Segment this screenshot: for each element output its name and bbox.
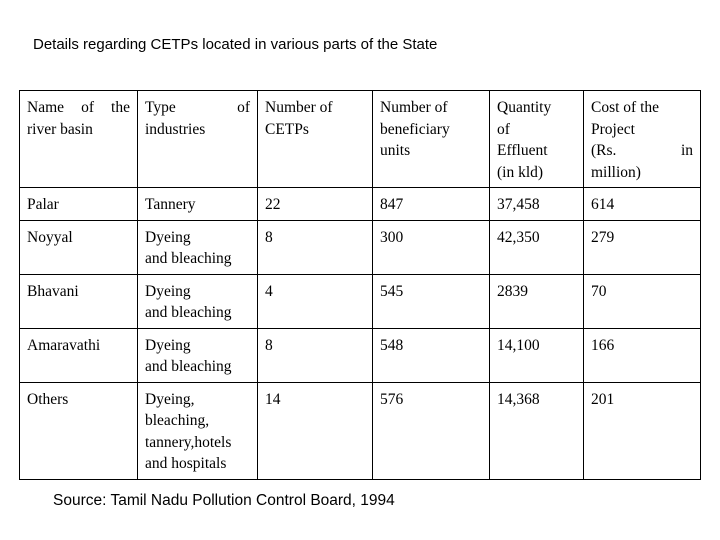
header-line: Name of the — [27, 99, 130, 116]
cell-industry-type — [138, 188, 258, 221]
header-line: (Rs. in — [591, 142, 693, 159]
header-line: Number of — [265, 99, 333, 116]
cell-line: and hospitals — [145, 455, 227, 472]
header-effluent-quantity — [490, 91, 584, 188]
cell-line: and bleaching — [145, 358, 232, 375]
header-line: river basin — [27, 120, 93, 138]
cell-cetps: 4 — [258, 274, 373, 328]
cell-industry-type — [138, 382, 258, 479]
cell-cetps: 22 — [258, 188, 373, 221]
cell-cetps: 14 — [258, 382, 373, 479]
cell-cost: 614 — [584, 188, 701, 221]
cell-cetps: 8 — [258, 328, 373, 382]
cell-cost: 279 — [584, 220, 701, 274]
header-line: CETPs — [265, 120, 309, 138]
header-line: million) — [591, 163, 641, 181]
cell-effluent: 2839 — [490, 274, 584, 328]
cell-basin: Noyyal — [20, 220, 138, 274]
cell-units: 847 — [373, 188, 490, 221]
cell-line: Dyeing — [145, 336, 191, 354]
slide-title: Details regarding CETPs located in various parts of the State — [33, 36, 438, 53]
table-header-row — [20, 91, 701, 188]
header-line: Project — [591, 120, 635, 138]
cell-basin: Others — [20, 382, 138, 479]
header-river-basin — [20, 91, 138, 188]
source-note: Source: Tamil Nadu Pollution Control Board, 1994 — [53, 492, 395, 509]
cell-line: Tannery — [145, 196, 196, 213]
table-row — [20, 382, 701, 479]
cell-industry-type — [138, 220, 258, 274]
cell-basin: Palar — [20, 188, 138, 221]
header-line: industries — [145, 120, 206, 138]
cell-cetps: 8 — [258, 220, 373, 274]
cell-effluent: 42,350 — [490, 220, 584, 274]
cell-line: Dyeing — [145, 228, 191, 246]
cell-units: 300 — [373, 220, 490, 274]
cell-cost: 70 — [584, 274, 701, 328]
table-row — [20, 328, 701, 382]
cell-line: and bleaching — [145, 250, 232, 267]
cell-line: and bleaching — [145, 304, 232, 321]
table-row — [20, 274, 701, 328]
header-line: Effluent — [497, 142, 548, 159]
header-line: Number of — [380, 99, 448, 116]
cell-industry-type — [138, 328, 258, 382]
header-line: (in kld) — [497, 163, 544, 181]
header-line: Cost of the — [591, 99, 660, 116]
cell-units: 548 — [373, 328, 490, 382]
header-cetp-count — [258, 91, 373, 188]
header-beneficiary-units — [373, 91, 490, 188]
cell-basin: Amaravathi — [20, 328, 138, 382]
header-project-cost — [584, 91, 701, 188]
table-row — [20, 220, 701, 274]
header-line: beneficiary — [380, 120, 450, 138]
cell-effluent: 14,100 — [490, 328, 584, 382]
header-industry-type — [138, 91, 258, 188]
cell-effluent: 37,458 — [490, 188, 584, 221]
header-line: of — [497, 120, 510, 138]
cetp-details-table — [19, 90, 701, 480]
cell-cost: 201 — [584, 382, 701, 479]
header-line: Type of — [145, 99, 250, 116]
cell-line: Dyeing — [145, 282, 191, 300]
cell-effluent: 14,368 — [490, 382, 584, 479]
cell-units: 576 — [373, 382, 490, 479]
cell-line: tannery,hotels — [145, 433, 232, 451]
header-line: Quantity — [497, 99, 552, 116]
cell-basin: Bhavani — [20, 274, 138, 328]
header-line: units — [380, 142, 411, 159]
cell-industry-type — [138, 274, 258, 328]
cell-units: 545 — [373, 274, 490, 328]
cell-line: Dyeing, — [145, 390, 195, 408]
cell-line: bleaching, — [145, 412, 210, 429]
table-row — [20, 188, 701, 221]
cell-cost: 166 — [584, 328, 701, 382]
